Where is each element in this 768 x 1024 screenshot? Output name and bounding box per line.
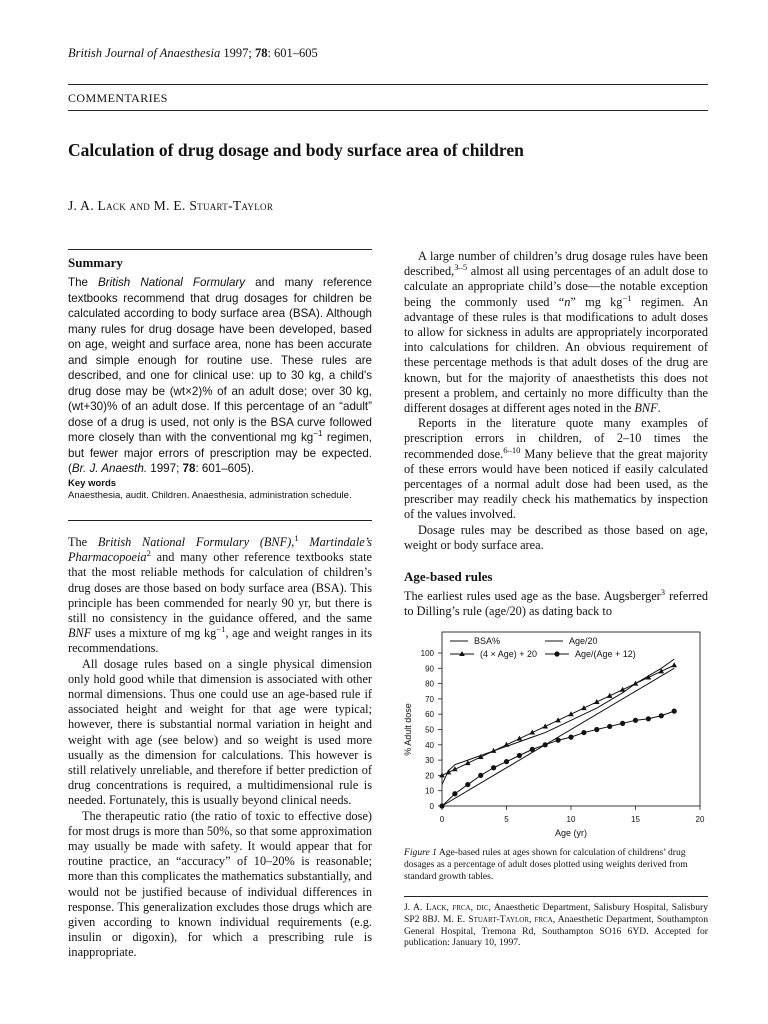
ref-sup: 2 (146, 548, 151, 559)
circle-marker (620, 721, 625, 726)
running-header (68, 46, 318, 61)
x-tick-label: 20 (695, 815, 705, 824)
circle-marker (633, 718, 638, 723)
text: J. A. L (404, 902, 432, 913)
text: The (68, 535, 98, 549)
circle-marker (530, 747, 535, 752)
journal-year: 1997; (220, 46, 255, 60)
right-paragraph-3: Dosage rules may be described as those based on age, weight or body surface area. (404, 522, 708, 552)
legend-label: (4 × Age) + 20 (480, 649, 538, 659)
y-tick-label: 30 (425, 756, 434, 766)
affiliation (404, 902, 708, 949)
legend-label: Age/(Age + 12) (575, 649, 636, 659)
journal-volume: 78 (254, 46, 268, 60)
text: uses a mixture of mg kg (91, 626, 217, 641)
summary-bnf: British National Formulary (98, 276, 246, 289)
text: and many other reference textbooks state that the most reliable methods for calculation of children’s drug doses are those based on body surface area (BSA). This principle has been commended for nearly 90 yr, but there is still no consistency in the guidance offered, and the same (68, 550, 372, 626)
unit-sup: −1 (622, 292, 632, 303)
text-italic: n (564, 294, 571, 309)
text: . (657, 401, 661, 416)
author-2-initials: M. E. S (150, 198, 198, 213)
journal-pages: : 601–605 (267, 46, 318, 60)
summary-text (68, 275, 372, 477)
article-title: Calculation of drug dosage and body surface area of children (68, 140, 524, 160)
subheading-age-based-rules: Age-based rules (404, 569, 493, 584)
summary-sup: −1 (313, 429, 323, 439)
qualifications: frca, dic (452, 902, 489, 913)
circle-marker (556, 738, 561, 743)
y-tick-label: 70 (425, 694, 434, 704)
right-paragraph-2 (404, 416, 708, 522)
x-tick-label: 15 (631, 815, 640, 824)
text: The earliest rules used age as the base. Augsberger (404, 589, 661, 603)
circle-marker (491, 765, 496, 770)
series-line (442, 668, 674, 806)
text: Reports in the literature quote many examples of prescription errors in children, of 2–10 times the recommended dose. (404, 416, 708, 461)
author-2-surname-b: aylor (241, 198, 274, 213)
header-rule (68, 84, 708, 85)
left-paragraph-3: The therapeutic ratio (the ratio of toxic to effective dose) for most drugs is more than 50%, so that some approximation may usually be made with safety. It would appear that for routine practice, an “accuracy” of 10–20% is reasonable; more than this complicates the mathematics substantially, and would not be justified because of individual differences in response. This generalization excludes those drugs which are given according to known individual requirements (e.g. insulin or digoxin), for which a prescribing rule is inappropriate. (68, 808, 372, 960)
circle-marker (659, 713, 664, 718)
text (299, 535, 310, 549)
y-tick-label: 10 (425, 786, 434, 796)
text-sc: aylor (505, 913, 530, 925)
x-tick-label: 0 (439, 815, 445, 824)
circle-marker (646, 716, 651, 721)
text-italic: British National Formulary (BNF) (97, 535, 292, 549)
text: , Anaesthetic Department, Southampton General Hospital, Tremona Rd, Southampton SO16 6YD. Accepted for publication: January 10, 1997. (404, 913, 708, 949)
figure-label: Figure 1 (404, 847, 437, 858)
text: , age and weight ranges in its recommendations. (68, 626, 372, 656)
section-label: COMMENTARIES (68, 91, 168, 105)
keywords-heading: Key words (68, 478, 117, 489)
summary-heading: Summary (68, 255, 123, 270)
right-paragraph-4 (404, 586, 708, 619)
circle-marker (554, 651, 559, 656)
circle-marker (517, 753, 522, 758)
text: -T (496, 913, 506, 925)
y-tick-label: 0 (429, 802, 434, 811)
x-tick-label: 5 (504, 815, 509, 824)
legend-label: Age/20 (569, 636, 598, 646)
text-italic: Martindale’s Pharmacopoeia (68, 535, 372, 565)
left-paragraph-2: All dosage rules based on a single physical dimension only hold good while that dimension is associated with other normal dimensions. Thus one could use an age-based rule if associated height and weight for that age were typical; however, there is substantial normal variation in height and weight with age (see below) and so weight is used more usually as the dimension for calculations. This however is still relatively unreliable, and therefore if better prediction of drug concentrations is required, a multidimensional rule is needed. Fortunately, this is usually beyond clinical needs. (68, 656, 372, 808)
summary-part-1: The (68, 276, 99, 289)
summary-top-rule (68, 249, 372, 250)
summary-cite-pages: : 601–605). (195, 462, 255, 475)
circle-marker (672, 709, 677, 714)
text: almost all using percentages of an adult dose to calculate an appropriate child’s dose—the notable exception being the commonly used “ (404, 264, 708, 309)
text-italic: BNF (68, 626, 92, 641)
circle-marker (465, 782, 470, 787)
y-tick-label: 60 (425, 710, 434, 720)
unit-sup: −1 (216, 624, 226, 635)
summary-cite-journal: Br. J. Anaesth. (71, 462, 148, 475)
affiliation-rule (404, 896, 708, 897)
figure-caption (404, 847, 708, 882)
text: regimen. An advantage of these rules is that modifications to adult doses to allow for sickness in adults are appropriately incorporated into calculations for children. An obvious requirement of these percentage methods is that adult doses of the drug are known, but for the majority of anaesthetists this does not present a problem, and certainly no more difficulty than the different dosages at different ages noted in the (404, 294, 708, 416)
qualifications: frca (534, 913, 553, 925)
right-column-body (404, 249, 708, 553)
summary-part-3: regimen, but fewer major errors of prescription may be expected. ( (68, 431, 373, 475)
triangle-marker (671, 662, 677, 667)
y-tick-label: 100 (420, 649, 434, 658)
summary-bottom-rule (68, 520, 372, 521)
author-2-surname-a: tuart (197, 198, 229, 213)
y-tick-label: 40 (425, 740, 434, 750)
text: , (446, 902, 453, 913)
chart-legend (450, 636, 636, 659)
left-paragraph-1: The British National Formulary (BNF),$^1$ Martindale’s Pharmacopoeia$^2$ and many other reference textbooks state that the most reliable methods for calculation of children’s drug doses are those based on body surface area (BSA). This principle has been commended for nearly 90 yr, but there is still no consistency in the guidance offered, and the same BNF uses a mixture of mg $kg^{-1}$, age and weight ranges in its recommendations. (68, 532, 372, 656)
ref-sup: 3–5 (454, 262, 468, 273)
y-tick-label: 80 (425, 679, 434, 689)
ref-sup: 3 (660, 586, 666, 597)
ref-sup: 1 (294, 532, 299, 543)
figure-1-chart (398, 630, 710, 842)
author-1-surname: ack and (106, 198, 151, 213)
circle-marker (607, 724, 612, 729)
circle-marker (504, 759, 509, 764)
circle-marker (478, 773, 483, 778)
circle-marker (439, 803, 444, 808)
text: Many believe that the great majority of these errors would have been noticed if easily calculated percentages of a normal adult dose had been used, as the prescriber may readily check his mathematics by inspection of the values involved. (404, 446, 709, 522)
text-sc: ack (431, 902, 447, 913)
section-rule (68, 110, 708, 111)
text-italic: BNF (634, 401, 658, 416)
circle-marker (568, 735, 573, 740)
circle-marker (594, 727, 599, 732)
text: , (529, 913, 535, 925)
right-column-body-2 (404, 586, 708, 619)
keywords-text: Anaesthesia, audit. Children. Anaesthesia, administration schedule. (68, 490, 352, 501)
author-2-dash: -T (228, 198, 242, 213)
figure-caption-text: Age-based rules at ages shown for calculation of childrens’ drug dosages as a percentage of adult doses plotted using weights derived from standard growth tables. (404, 847, 688, 882)
circle-marker (581, 730, 586, 735)
y-tick-label: 90 (425, 664, 434, 674)
x-tick-label: 10 (566, 815, 576, 824)
circle-marker (543, 742, 548, 747)
journal-name: British Journal of Anaesthesia (68, 46, 221, 60)
summary-cite-volume: 78 (182, 462, 196, 475)
left-column-body (68, 532, 372, 961)
text-sc: tuart (473, 913, 497, 925)
text: , Anaesthetic Department, Salisbury Hospital, Salisbury SP2 8BJ. M. E. S (404, 902, 709, 925)
text: ” mg kg (570, 294, 623, 309)
text: A large number of children’s drug dosage rules have been described, (404, 249, 708, 279)
summary-part-2: and many reference textbooks recommend that drug dosages for children be calculated according to body surface area (BSA). Although many rules for drug dosage have been developed, based on age, weight and surface area, none has been accurate and simple enough for routine use. These rules are described, and one for clinical use: up to 30 kg, a child's drug dose may be (wt×2)% of an adult dose; over 30 kg, (wt+30)% of an adult dose. If this percentage of an “adult” dose of a drug is used, not only is the BSA curve followed more closely than with the conventional mg kg (68, 276, 372, 444)
author-1-initials: J. A. L (68, 198, 107, 213)
article-authors (68, 198, 273, 214)
y-axis-label: % Adult dose (403, 703, 413, 756)
chart-plot (439, 659, 677, 808)
x-axis-label: Age (yr) (554, 828, 588, 838)
text: referred to Dilling’s rule (age/20) as dating back to (404, 589, 708, 619)
right-paragraph-1 (404, 249, 708, 416)
ref-sup: 6–10 (503, 444, 521, 455)
circle-marker (452, 791, 457, 796)
y-tick-label: 20 (425, 771, 434, 781)
legend-label: BSA% (474, 636, 501, 646)
y-tick-label: 50 (425, 725, 434, 735)
summary-cite-year: 1997; (147, 462, 183, 475)
